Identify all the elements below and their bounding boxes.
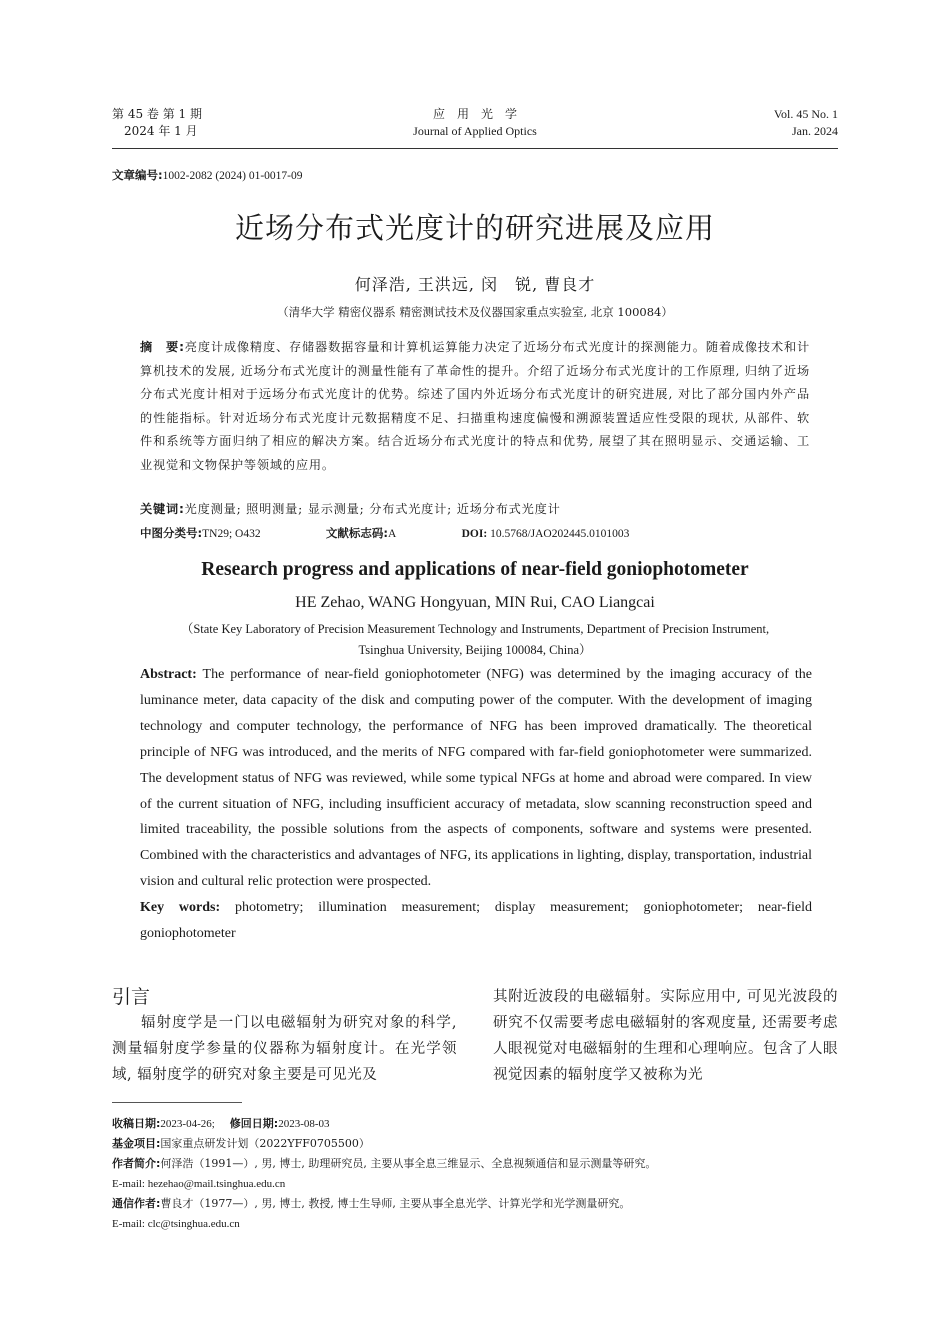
clc-value: TN29; O432 [202,528,261,540]
affiliation-en [0,619,950,661]
abstract-cn [140,336,810,477]
footnotes [112,1114,656,1234]
keywords-cn-text: 光度测量; 照明测量; 显示测量; 分布式光度计; 近场分布式光度计 [184,502,561,516]
received-label: 收稿日期: [112,1117,161,1130]
keywords-cn [140,500,810,517]
journal-name-cn: 应 用 光 学 [432,107,517,121]
footnote-fund [112,1134,656,1154]
page-title-en: Research progress and applications of near-field goniophotometer [201,559,749,580]
volume-cn: 第 45 卷 第 1 期 [112,107,202,121]
article-number-label: 文章编号: [112,168,163,182]
abstract-en-label: Abstract: [140,667,197,682]
authors-en: HE Zehao, WANG Hongyuan, MIN Rui, CAO Liangcai [295,594,655,611]
author-bio-label: 作者简介: [112,1157,161,1170]
footnote-dates [112,1114,656,1134]
authors-cn: 何泽浩, 王洪远, 闵 锐, 曹良才 [354,275,596,294]
date-en: Jan. 2024 [792,124,838,138]
affiliation-cn: （清华大学 精密仪器系 精密测试技术及仪器国家重点实验室, 北京 100084） [277,305,673,319]
header-rule [112,148,838,149]
abstract-cn-text: 亮度计成像精度、存储器数据容量和计算机运算能力决定了近场分布式光度计的探测能力。随着成像技术和计算机技术的发展, 近场分布式光度计的测量性能有了革命性的提升。介绍了近场分布式光度计的工作原理, 归纳了近场分布式光度计相对于远场分布式光度计的优势。综述了国内外近场分布式光度计的研究进展, 对比了部分国内外产品的性能指标。针对近场分布式光度计元数据精度不足、扫描重构速度偏慢和溯源装置适应性受限的现状, 从部件、软件和系统等方面归纳了相应的解决方案。结合近场分布式光度计的特点和优势, 展望了其在照明显示、交通运输、工业视觉和文物保护等领域的应用。 [140,340,811,472]
affiliation-en-line-2: Tsinghua University, Beijing 100084, China） [358,643,592,657]
keywords-en-label: Key words: [140,900,221,916]
footnote-author [112,1154,656,1174]
abstract-en [140,662,812,947]
volume-en: Vol. 45 No. 1 [773,107,838,121]
doi-label: DOI: [461,528,488,540]
corresponding-label: 通信作者: [112,1197,161,1210]
corresponding-email: E-mail: clc@tsinghua.edu.cn [112,1218,240,1230]
doc-code-value: A [388,528,397,540]
abstract-en-text: The performance of near-field goniophotometer (NFG) was determined by the imaging accuracy of the luminance meter, data capacity of the disk and computing power of the computer. With the development of imaging technology and computer technology, the performance of NFG has been improved dramatically. The theoretical principle of NFG was introduced, and the merits of NFG compared with far-field goniophotometer were summarized. The development status of NFG was reviewed, while some typical NFGs at home and abroad were compared. In view of the current situation of NFG, including insufficient accuracy of metadata, slow scanning reconstruction speed and limited traceability, the possible solutions from the aspects of components, software and systems were presented. Combined with the characteristics and advantages of NFG, its applications in lighting, display, transportation, industrial vision and cultural relic protection were prospected. [140,667,812,890]
classification-line [140,525,629,541]
article-number [112,167,303,183]
journal-name-en: Journal of Applied Optics [413,124,537,138]
clc-label: 中图分类号: [140,526,203,540]
footnote-corresponding [112,1194,656,1214]
fund-value: 国家重点研发计划（2022YFF0705500） [160,1137,370,1150]
article-number-value: 1002-2082 (2024) 01-0017-09 [162,170,303,182]
author-email: E-mail: hezehao@mail.tsinghua.edu.cn [112,1178,286,1190]
affiliation-en-line-1: （State Key Laboratory of Precision Measurement Technology and Instruments, Department of Precision Instrument, [180,622,770,636]
author-bio-value: 何泽浩（1991—）, 男, 博士, 助理研究员, 主要从事全息三维显示、全息视频通信和显示测量等研究。 [160,1157,657,1170]
keywords-en-text: photometry; illumination measurement; display measurement; goniophotometer; near-field goniophotometer [140,900,812,942]
received-value: 2023-04-26; [160,1118,215,1130]
fund-label: 基金项目: [112,1137,161,1150]
page-title-cn: 近场分布式光度计的研究进展及应用 [234,211,715,245]
revised-value: 2023-08-03 [278,1118,330,1130]
doi-value: 10.5768/JAO202445.0101003 [487,528,630,540]
body-column-right: 其附近波段的电磁辐射。实际应用中, 可见光波段的研究不仅需要考虑电磁辐射的客观度量, 还需要考虑人眼视觉对电磁辐射的生理和心理响应。包含了人眼视觉因素的辐射度学又被称为光 [493,989,838,1083]
body-column-left: 辐射度学是一门以电磁辐射为研究对象的科学, 测量辐射度学参量的仪器称为辐射度计。在光学领域, 辐射度学的研究对象主要是可见光及 [112,1015,457,1083]
date-cn: 2024 年 1 月 [124,124,198,138]
footnote-rule [112,1102,242,1103]
doc-code-label: 文献标志码: [325,526,388,540]
corresponding-value: 曹良才（1977—）, 男, 博士, 教授, 博士生导师, 主要从事全息光学、计算光学和光学测量研究。 [160,1197,631,1210]
abstract-cn-label: 摘 要: [140,340,185,354]
keywords-cn-label: 关键词: [140,502,185,516]
revised-label: 修回日期: [229,1117,279,1130]
section-heading-intro: 引言 [112,986,151,1008]
header-right [774,106,838,140]
